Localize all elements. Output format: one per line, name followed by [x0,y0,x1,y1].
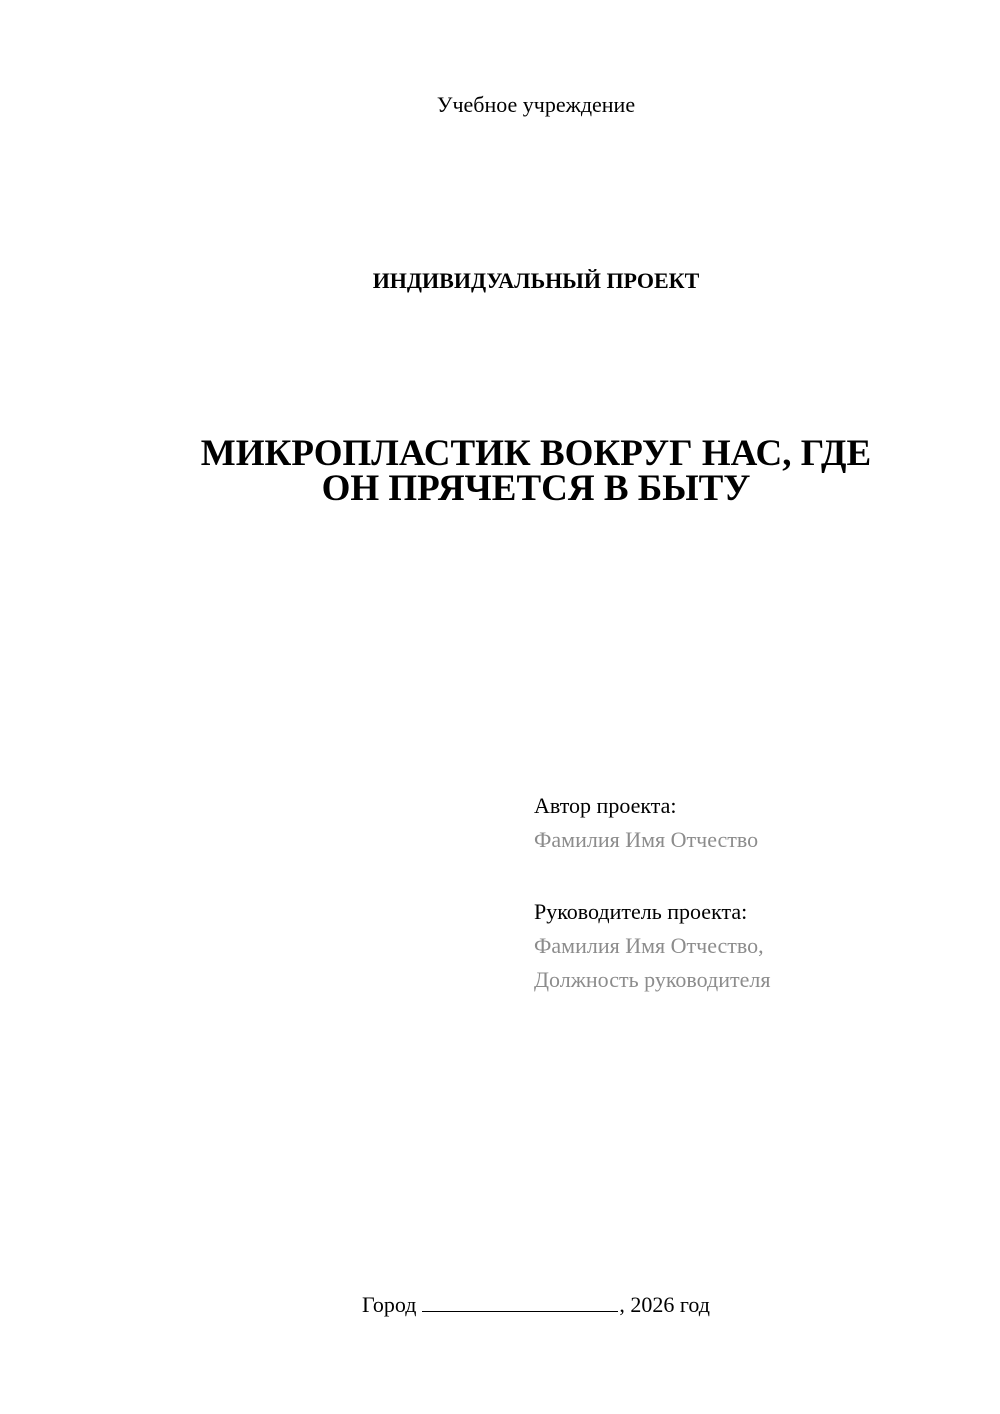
project-type-heading: ИНДИВИДУАЛЬНЫЙ ПРОЕКТ [372,268,700,293]
supervisor-position-placeholder: Должность руководителя [534,967,771,992]
supervisor-label: Руководитель проекта: [534,899,748,924]
project-title [0,433,1000,509]
author-label: Автор проекта: [534,793,677,818]
city-year-line [0,1290,1000,1320]
credits-spacer [534,857,974,895]
supervisor-name-placeholder: Фамилия Имя Отчество, [534,933,764,958]
project-credits [534,789,974,997]
institution-name: Учебное учреждение [436,92,636,117]
year-text: , 2026 год [619,1292,710,1317]
project-title-line: ОН ПРЯЧЕТСЯ В БЫТУ [321,468,751,509]
author-name-placeholder: Фамилия Имя Отчество [534,827,759,852]
city-label: Город [362,1292,417,1317]
project-title-line: МИКРОПЛАСТИК ВОКРУГ НАС, ГДЕ [200,433,872,474]
city-blank-underline [422,1291,618,1312]
